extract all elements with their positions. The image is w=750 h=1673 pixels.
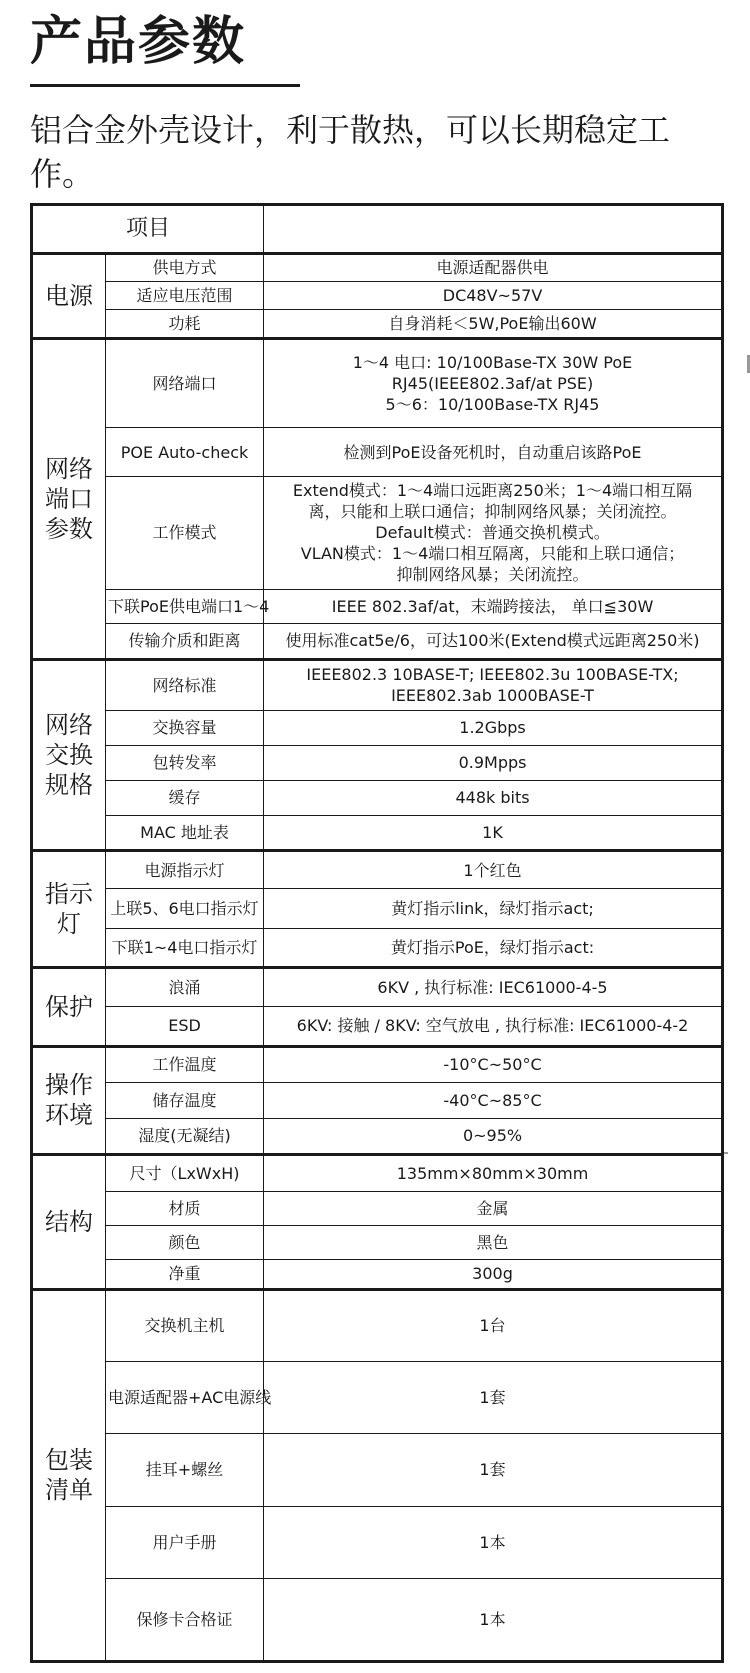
value-line: IEEE802.3ab 1000BASE-T [391, 686, 594, 706]
spec-row [32, 428, 723, 477]
item-label: 供电方式 [106, 253, 264, 281]
product-description: 铝合金外壳设计，利于散热，可以长期稳定工作。 [30, 111, 671, 193]
item-label: 尺寸（LxWxH) [106, 1154, 264, 1191]
spec-row [32, 1154, 723, 1191]
item-label: 功耗 [106, 310, 264, 339]
value-line: 1个红色 [463, 860, 522, 880]
value-cell [264, 1434, 723, 1506]
group-label: 指示灯 [32, 851, 106, 968]
item-label: MAC 地址表 [106, 815, 264, 850]
spec-row [32, 1260, 723, 1290]
value-cell [264, 928, 723, 967]
value-line: 448k bits [455, 788, 530, 808]
header-row [32, 205, 723, 254]
item-label: 净重 [106, 1260, 264, 1290]
spec-row [32, 710, 723, 745]
value-line: 黄灯指示PoE，绿灯指示act: [390, 937, 595, 957]
value-line: DC48V~57V [442, 285, 543, 305]
item-label: POE Auto-check [106, 428, 264, 477]
value-line: 自身消耗＜5W,PoE输出60W [388, 314, 597, 334]
value-cell [264, 1578, 723, 1661]
group-label: 电源 [32, 253, 106, 338]
value-cell [264, 851, 723, 889]
spec-row [32, 967, 723, 1006]
item-label: 颜色 [106, 1226, 264, 1260]
value-cell [264, 745, 723, 780]
value-cell [264, 253, 723, 281]
group-label: 保护 [32, 967, 106, 1046]
spec-row [32, 1506, 723, 1578]
value-line: 金属 [476, 1199, 509, 1219]
value-cell [264, 1362, 723, 1434]
value-cell [264, 623, 723, 659]
item-label: 适应电压范围 [106, 281, 264, 310]
value-line: 检测到PoE设备死机时，自动重启该路PoE [343, 442, 642, 462]
value-line: 1～4 电口: 10/100Base-TX 30W PoE [352, 353, 633, 372]
spec-row [32, 815, 723, 850]
group-label: 结构 [32, 1154, 106, 1289]
value-line: IEEE802.3 10BASE-T; IEEE802.3u 100BASE-TX; [306, 665, 679, 685]
value-line: 抑制网络风暴；关闭流控。 [396, 565, 589, 585]
value-line: VLAN模式：1～4端口相互隔离，只能和上联口通信； [300, 544, 685, 564]
item-label: 交换容量 [106, 710, 264, 745]
value-line: 黑色 [476, 1233, 509, 1253]
value-cell [264, 1007, 723, 1046]
spec-row [32, 1007, 723, 1046]
value-cell [264, 477, 723, 590]
value-cell [264, 710, 723, 745]
group-label: 操作环境 [32, 1046, 106, 1154]
item-label: 材质 [106, 1192, 264, 1226]
spec-row [32, 1082, 723, 1118]
spec-row [32, 1226, 723, 1260]
spec-row [32, 477, 723, 590]
spec-row [32, 338, 723, 427]
value-cell [264, 1082, 723, 1118]
value-cell [264, 1046, 723, 1082]
value-cell [264, 1226, 723, 1260]
item-label: 挂耳+螺丝 [106, 1434, 264, 1506]
value-cell [264, 1289, 723, 1361]
value-cell [264, 281, 723, 310]
value-line: 0.9Mpps [458, 753, 527, 773]
spec-row [32, 623, 723, 659]
item-label: 储存温度 [106, 1082, 264, 1118]
value-line: IEEE 802.3af/at，末端跨接法， 单口≦30W [331, 596, 654, 616]
item-label: 电源指示灯 [106, 851, 264, 889]
value-cell [264, 589, 723, 623]
spec-row [32, 1434, 723, 1506]
value-line: 5～6：10/100Base-TX RJ45 [385, 395, 600, 414]
spec-row [32, 589, 723, 623]
value-line: 1套 [479, 1388, 506, 1408]
value-line: 6KV: 接触 / 8KV: 空气放电 , 执行标准: IEC61000-4-2 [296, 1016, 689, 1036]
item-label: 交换机主机 [106, 1289, 264, 1361]
header-item-label: 项目 [32, 205, 264, 254]
value-cell [264, 659, 723, 710]
value-line: 离，只能和上联口通信；抑制网络风暴；关闭流控。 [308, 502, 677, 522]
value-cell [264, 780, 723, 815]
value-line: RJ45(IEEE802.3af/at PSE) [391, 374, 594, 393]
value-cell [264, 1260, 723, 1290]
spec-row [32, 253, 723, 281]
spec-row [32, 310, 723, 339]
item-label: 下联PoE供电端口1～4 [106, 589, 264, 623]
item-label: 网络端口 [106, 338, 264, 427]
spec-row [32, 1362, 723, 1434]
spec-row [32, 745, 723, 780]
spec-row [32, 889, 723, 928]
title-underline [30, 84, 300, 87]
value-cell [264, 310, 723, 339]
item-label: 上联5、6电口指示灯 [106, 889, 264, 928]
value-line: 电源适配器供电 [436, 258, 549, 278]
spec-row [32, 928, 723, 967]
spec-row [32, 1192, 723, 1226]
spec-row [32, 1578, 723, 1661]
group-label: 包装清单 [32, 1289, 106, 1661]
value-cell [264, 428, 723, 477]
value-line: 1套 [479, 1460, 506, 1480]
group-label: 网络端口参数 [32, 338, 106, 659]
item-label: 用户手册 [106, 1506, 264, 1578]
value-line: 1.2Gbps [459, 718, 526, 738]
item-label: 工作模式 [106, 477, 264, 590]
value-cell [264, 1506, 723, 1578]
value-line: 135mm×80mm×30mm [396, 1164, 589, 1183]
value-line: 6KV , 执行标准: IEC61000-4-5 [377, 978, 608, 998]
page-title: 产品参数 [30, 12, 247, 72]
value-line: 1K [482, 823, 503, 842]
value-cell [264, 1154, 723, 1191]
value-line: 300g [472, 1264, 513, 1284]
header-value-cell [264, 205, 723, 254]
value-cell [264, 967, 723, 1006]
spec-row [32, 1118, 723, 1154]
value-line: Extend模式：1～4端口远距离250米；1～4端口相互隔 [292, 481, 693, 501]
item-label: ESD [106, 1007, 264, 1046]
value-line: 1台 [479, 1316, 506, 1336]
item-label: 包转发率 [106, 745, 264, 780]
item-label: 工作温度 [106, 1046, 264, 1082]
value-cell [264, 815, 723, 850]
item-label: 浪涌 [106, 967, 264, 1006]
value-line: Default模式：普通交换机模式。 [375, 523, 610, 543]
value-line: 使用标准cat5e/6，可达100米(Extend模式远距离250米) [285, 631, 700, 651]
value-line: -10°C~50°C [443, 1055, 542, 1075]
value-cell [264, 889, 723, 928]
spec-row [32, 659, 723, 710]
value-line: 黄灯指示link，绿灯指示act; [391, 898, 594, 918]
spec-row [32, 780, 723, 815]
spec-row [32, 851, 723, 889]
item-label: 传输介质和距离 [106, 623, 264, 659]
item-label: 网络标准 [106, 659, 264, 710]
spec-table [30, 203, 724, 1663]
item-label: 电源适配器+AC电源线 [106, 1362, 264, 1434]
value-line: 1本 [479, 1532, 506, 1552]
item-label: 湿度(无凝结) [106, 1118, 264, 1154]
value-line: 0~95% [462, 1126, 523, 1146]
value-cell [264, 1118, 723, 1154]
spec-row [32, 281, 723, 310]
value-line: 1本 [479, 1609, 506, 1629]
item-label: 保修卡合格证 [106, 1578, 264, 1661]
value-cell [264, 338, 723, 427]
item-label: 下联1~4电口指示灯 [106, 928, 264, 967]
spec-row [32, 1046, 723, 1082]
spec-row [32, 1289, 723, 1361]
item-label: 缓存 [106, 780, 264, 815]
group-label: 网络交换规格 [32, 659, 106, 850]
value-cell [264, 1192, 723, 1226]
value-line: -40°C~85°C [443, 1090, 542, 1110]
